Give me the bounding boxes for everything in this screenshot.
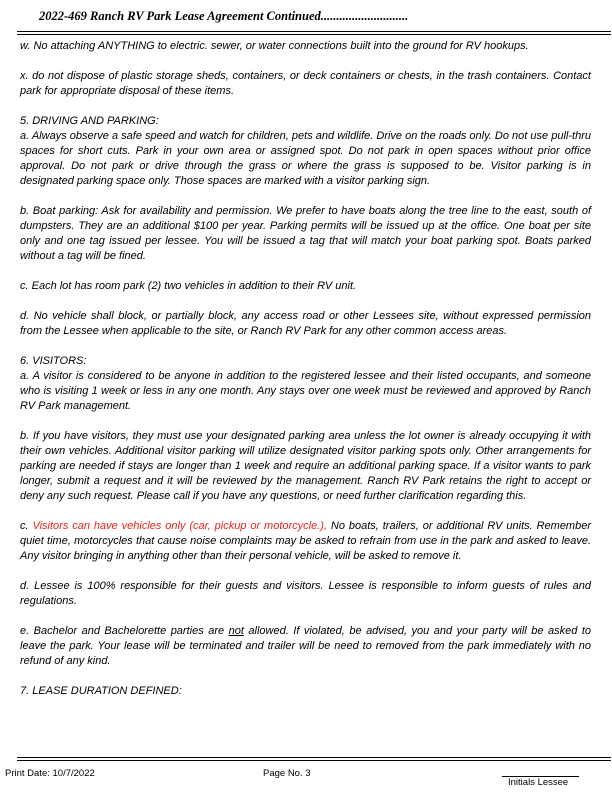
section-7-heading: 7. LEASE DURATION DEFINED: bbox=[20, 685, 182, 697]
section-6-d: d. Lessee is 100% responsible for their guests and visitors. Lessee is responsible to inform guests of rules and regulations. bbox=[20, 580, 591, 607]
section-6-c bbox=[20, 519, 591, 564]
section-5-a: a. Always observe a safe speed and watch for children, pets and wildlife. Drive on the roads only. Do not use pull-thru spaces for short cuts. Park in your own area or assigned spot. Do not park in open spaces without prior office approval. Do not park or drive through the grass or where the grass is supposed to be. Visitor parking is in designated parking space only. Those spaces are marked with a visitor parking sign. bbox=[20, 130, 591, 187]
section-6-e-post: allowed. If violated, be advised, you and your party will be asked to leave the park. Your lease will be terminated and trailer will be need to removed from the park immediately with no refund of any kind. bbox=[20, 625, 591, 667]
section-6-c-highlight: Visitors can have vehicles only (car, pickup or motorcycle.), bbox=[32, 520, 328, 532]
document-body bbox=[20, 39, 591, 699]
footer-rule-top bbox=[17, 757, 611, 758]
header-title: 2022-469 Ranch RV Park Lease Agreement Continued............................ bbox=[39, 9, 409, 23]
footer-rule-bottom bbox=[17, 760, 611, 761]
section-6-c-rest: No boats, trailers, or additional RV units. Remember quiet time, motorcycles that cause noise complaints may be asked to refrain from use in the park and asked to leave. Any visitor bringing in anything other than their personal vehicle, will be asked to remove it. bbox=[20, 520, 591, 562]
section-5-b: b. Boat parking: Ask for availability and permission. We prefer to have boats along the tree line to the east, south of dumpsters. They are an additional $100 per year. Parking permits will be issued up at the office. One boat per site only and one tag issued per lessee. You will be issued a tag that will match your boat parking spot. Boats parked without a tag will be fined. bbox=[20, 205, 591, 262]
print-date: Print Date: 10/7/2022 bbox=[5, 768, 95, 779]
section-5-d: d. No vehicle shall block, or partially block, any access road or other Lessees site, without expressed permission from the Lessee when applicable to the site, or Ranch RV Park for any other common access areas. bbox=[20, 310, 591, 337]
section-6-e bbox=[20, 624, 591, 669]
header-rule-bottom bbox=[17, 34, 611, 35]
initials-label: Initials Lessee bbox=[508, 777, 569, 788]
section-6-b: b. If you have visitors, they must use your designated parking area unless the lot owner is already occupying it with their own vehicles. Additional visitor parking will utilize designated visitor parking spots only. Other arrangements for parking are needed if stays are longer than 1 week and require an additional parking space. If a visitor wants to park longer, submit a request and it will be reviewed by the management. Ranch RV Park retains the right to accept or deny any such request. Please call if you have any questions, or need further clarification regarding this. bbox=[20, 430, 591, 502]
header-rule-top bbox=[17, 31, 611, 32]
page-number: Page No. 3 bbox=[263, 768, 311, 779]
section-6-heading: 6. VISITORS: bbox=[20, 355, 87, 367]
rule-w: w. No attaching ANYTHING to electric. sewer, or water connections built into the ground for RV hookups. bbox=[20, 40, 529, 52]
section-6-a: a. A visitor is considered to be anyone in addition to the registered lessee and their listed occupants, and someone who is visiting 1 week or less in any one month. Any stays over one week must be reviewed and approved by Ranch RV Park management. bbox=[20, 370, 591, 412]
section-6-e-pre: e. Bachelor and Bachelorette parties are bbox=[20, 625, 229, 637]
section-6-c-prefix: c. bbox=[20, 520, 33, 532]
section-5-c: c. Each lot has room park (2) two vehicles in addition to their RV unit. bbox=[20, 280, 357, 292]
section-6-e-not: not bbox=[228, 625, 244, 637]
section-5-heading: 5. DRIVING AND PARKING: bbox=[20, 115, 159, 127]
rule-x: x. do not dispose of plastic storage sheds, containers, or deck containers or chests, in the trash containers. Contact park for appropriate disposal of these items. bbox=[20, 70, 591, 97]
